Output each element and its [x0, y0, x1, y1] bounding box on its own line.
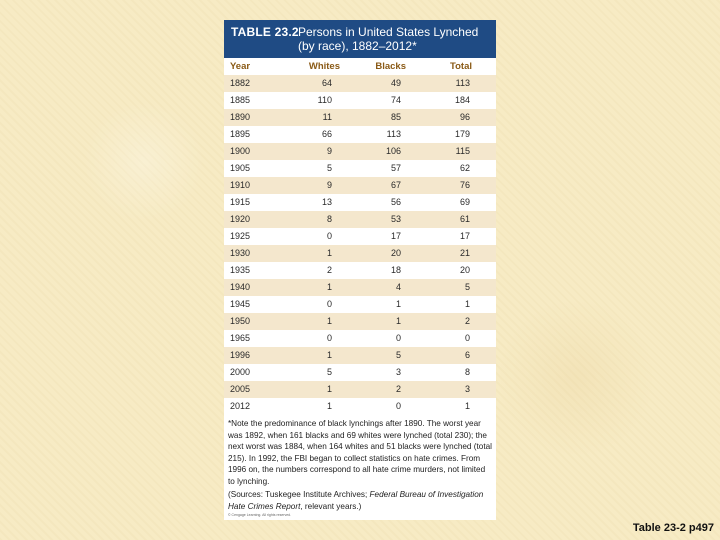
slide-caption: Table 23-2 p497	[632, 522, 714, 534]
header-total: Total	[450, 61, 472, 72]
table-row	[224, 143, 496, 160]
sources-prefix: (Sources: Tuskegee Institute Archives;	[228, 490, 370, 499]
header-year: Year	[230, 61, 251, 72]
table-row	[224, 160, 496, 177]
cell-total: 5	[464, 282, 470, 292]
cell-year: 1945	[230, 299, 251, 309]
table-row	[224, 109, 496, 126]
sources-italic: Federal Bureau of Investigation Hate Crimes Report	[228, 490, 484, 511]
cell-blacks: 49	[390, 78, 401, 88]
cell-total: 17	[459, 231, 470, 241]
table-row	[224, 313, 496, 330]
cell-whites: 110	[317, 95, 332, 105]
cell-total: 69	[459, 197, 470, 207]
cell-total: 3	[464, 384, 470, 394]
cell-total: 8	[464, 367, 470, 377]
cell-blacks: 4	[395, 282, 401, 292]
cell-year: 1900	[230, 146, 251, 156]
cell-whites: 13	[321, 197, 332, 207]
cell-whites: 9	[326, 180, 332, 190]
table-row	[224, 177, 496, 194]
cell-blacks: 113	[386, 129, 401, 139]
table-row	[224, 194, 496, 211]
cell-year: 1920	[230, 214, 251, 224]
cell-year: 1910	[230, 180, 251, 190]
table-row	[224, 381, 496, 398]
table-row	[224, 398, 496, 415]
cell-year: 2012	[230, 401, 251, 411]
cell-whites: 8	[326, 214, 332, 224]
table-row	[224, 330, 496, 347]
cell-whites: 1	[326, 316, 332, 326]
table-row	[224, 262, 496, 279]
cell-blacks: 56	[390, 197, 401, 207]
cell-whites: 2	[326, 265, 332, 275]
sources-suffix: , relevant years.)	[300, 501, 362, 511]
cell-blacks: 18	[390, 265, 401, 275]
cell-year: 1882	[230, 78, 251, 88]
table-footnote: *Note the predominance of black lynchings after 1890. The worst year was 1892, when 161 blacks and 69 whites were lynched (total 230); the next worst was 1884, when 164 whites and 51 blacks were lynched (total 215). In 1992, the FBI began to collect statistics on hate crimes. From 1996 on, the numbers correspond to all hate crime murders, not limited to lynching.	[228, 419, 492, 486]
table-row	[224, 75, 496, 92]
cell-total: 1	[464, 401, 470, 411]
cell-whites: 5	[326, 367, 332, 377]
cell-whites: 0	[326, 231, 332, 241]
cell-year: 1940	[230, 282, 251, 292]
cell-blacks: 5	[395, 350, 401, 360]
cell-total: 115	[455, 146, 470, 156]
cell-year: 1965	[230, 333, 251, 343]
cell-whites: 1	[326, 401, 332, 411]
cell-blacks: 67	[390, 180, 401, 190]
cell-blacks: 74	[390, 95, 401, 105]
cell-total: 2	[464, 316, 470, 326]
cell-total: 1	[464, 299, 470, 309]
cell-year: 1905	[230, 163, 251, 173]
table-row	[224, 364, 496, 381]
cell-blacks: 3	[395, 367, 401, 377]
cell-blacks: 53	[390, 214, 401, 224]
table-row	[224, 92, 496, 109]
cell-total: 20	[459, 265, 470, 275]
cell-whites: 5	[326, 163, 332, 173]
table-sources	[228, 489, 494, 512]
cell-whites: 0	[326, 333, 332, 343]
table-number: TABLE 23.2	[231, 25, 299, 39]
table-row	[224, 126, 496, 143]
cell-whites: 64	[321, 78, 332, 88]
table-row	[224, 211, 496, 228]
cell-year: 2000	[230, 367, 251, 377]
cell-blacks: 57	[390, 163, 401, 173]
cell-year: 1935	[230, 265, 251, 275]
cell-total: 0	[464, 333, 470, 343]
cell-whites: 0	[326, 299, 332, 309]
cell-total: 179	[454, 129, 470, 139]
cell-year: 1930	[230, 248, 251, 258]
copyright-notice: © Cengage Learning. All rights reserved.	[228, 513, 292, 517]
header-blacks: Blacks	[375, 61, 406, 72]
cell-total: 6	[464, 350, 470, 360]
table-row	[224, 347, 496, 364]
cell-whites: 9	[326, 146, 332, 156]
cell-total: 184	[454, 95, 470, 105]
cell-year: 1895	[230, 129, 251, 139]
cell-year: 2005	[230, 384, 251, 394]
header-whites: Whites	[308, 61, 340, 72]
table-row	[224, 245, 496, 262]
cell-blacks: 85	[390, 112, 401, 122]
cell-year: 1890	[230, 112, 251, 122]
cell-year: 1925	[230, 231, 251, 241]
table-row	[224, 228, 496, 245]
table-card	[224, 20, 496, 520]
cell-whites: 1	[326, 248, 332, 258]
cell-total: 113	[455, 78, 470, 88]
cell-whites: 1	[326, 282, 332, 292]
cell-blacks: 106	[385, 146, 401, 156]
table-row	[224, 279, 496, 296]
table-body	[224, 75, 496, 415]
cell-year: 1885	[230, 95, 251, 105]
cell-whites: 11	[322, 112, 332, 122]
cell-total: 62	[459, 163, 470, 173]
cell-total: 76	[459, 180, 470, 190]
cell-blacks: 1	[395, 316, 401, 326]
cell-total: 21	[459, 248, 470, 258]
cell-blacks: 1	[395, 299, 401, 309]
cell-whites: 66	[321, 129, 332, 139]
cell-blacks: 2	[395, 384, 401, 394]
cell-year: 1915	[230, 197, 251, 207]
cell-whites: 1	[326, 350, 332, 360]
table-row	[224, 296, 496, 313]
table-header-row	[224, 58, 496, 75]
cell-blacks: 0	[395, 401, 401, 411]
cell-blacks: 20	[390, 248, 401, 258]
cell-whites: 1	[326, 384, 332, 394]
cell-total: 61	[459, 214, 470, 224]
cell-blacks: 17	[390, 231, 401, 241]
cell-blacks: 0	[395, 333, 401, 343]
cell-year: 1950	[230, 316, 251, 326]
cell-year: 1996	[230, 350, 251, 360]
table-title: Persons in United States Lynched (by race), 1882–2012*	[298, 25, 479, 53]
cell-total: 96	[459, 112, 470, 122]
table-title-bar	[224, 20, 496, 58]
